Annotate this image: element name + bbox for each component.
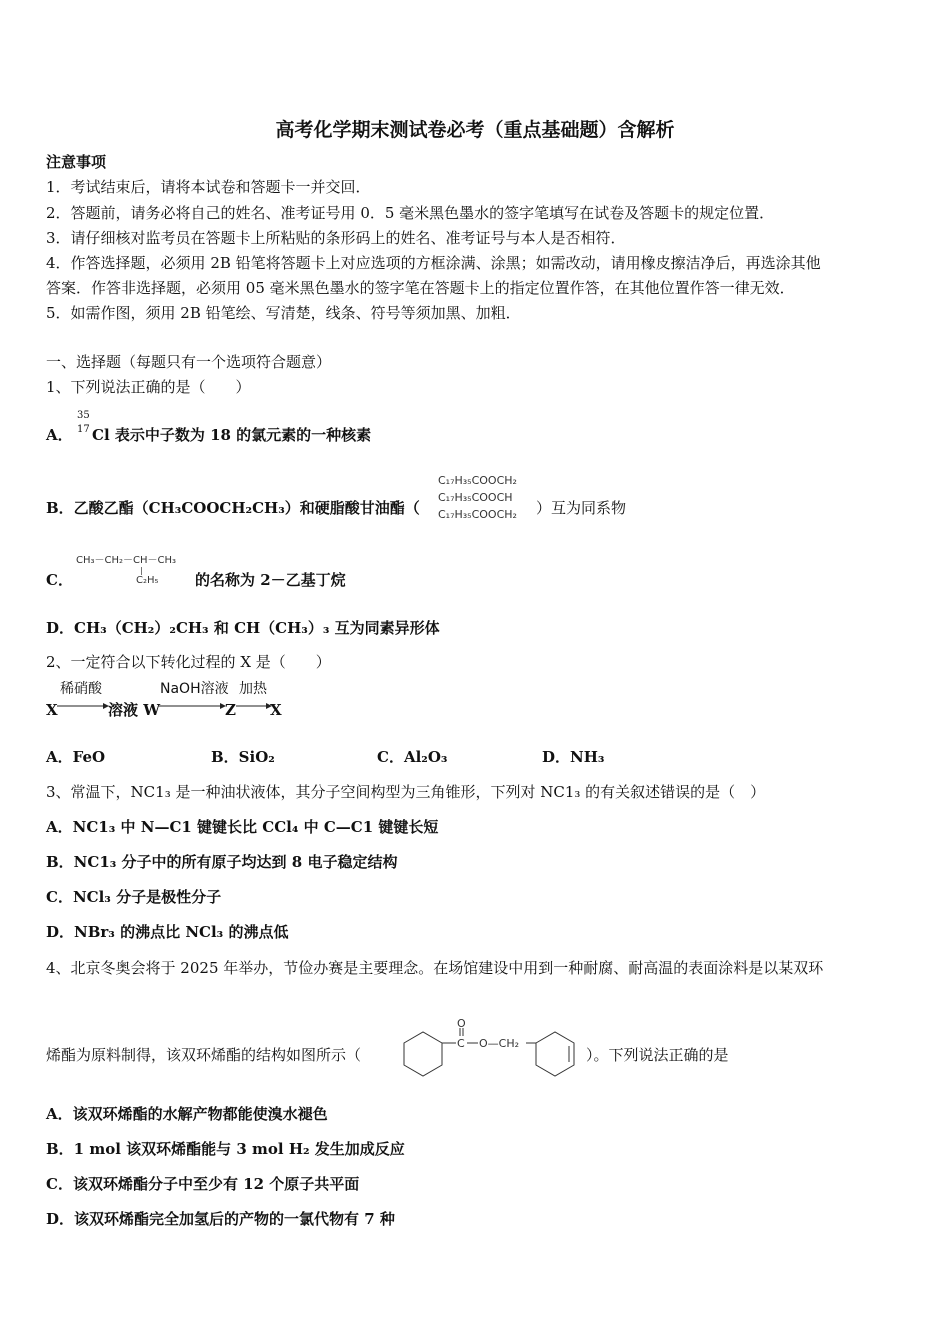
carbonyl-carbon: C (457, 1037, 465, 1050)
page-title: 高考化学期末测试卷必考（重点基础题）含解析 (275, 119, 675, 141)
q4-stem-line2-post: ）。下列说法正确的是 (586, 1046, 729, 1064)
q1-mass-number: 35 (77, 410, 90, 421)
formula-line: C₁₇H₃₅COOCH₂ (438, 508, 517, 521)
q4-option-b: B．1 mol 该双环烯酯能与 3 mol H₂ 发生加成反应 (46, 1140, 405, 1158)
arrow3-label: 加热 (239, 681, 267, 697)
q2-option-b: B．SiO₂ (211, 748, 275, 766)
note-item: 5．如需作图，须用 2B 铅笔绘、写清楚，线条、符号等须加黑、加粗． (46, 304, 521, 322)
q3-option-b: B．NC1₃ 分子中的所有原子均达到 8 电子稳定结构 (46, 853, 398, 871)
notes-heading: 注意事项 (46, 153, 107, 171)
chain-x-end: X (270, 701, 282, 719)
chain-x-start: X (46, 701, 58, 719)
branch-bond: | (140, 566, 143, 575)
q3-stem: 3、常温下，NC1₃ 是一种油状液体，其分子空间构型为三角锥形，下列对 NC1₃ 的有关叙述错误的是（ ） (46, 783, 766, 801)
arrow2 (158, 700, 226, 712)
note-item: 1．考试结束后，请将本试卷和答题卡一并交回． (46, 178, 371, 196)
q3-option-d: D．NBr₃ 的沸点比 NCl₃ 的沸点低 (46, 923, 289, 941)
q2-option-a: A．FeO (46, 748, 106, 766)
q3-option-c: C．NCl₃ 分子是极性分子 (46, 888, 222, 906)
q4-stem-line2-pre: 烯酯为原料制得，该双环烯酯的结构如图所示（ (46, 1046, 362, 1064)
note-item: 4．作答选择题，必须用 2B 铅笔将答题卡上对应选项的方框涂满、涂黑；如需改动，请用橡皮擦洁净后，再选涂其他 (46, 254, 821, 272)
arrow1-label: 稀硝酸 (60, 681, 102, 697)
q2-option-c: C．Al₂O₃ (377, 748, 448, 766)
formula-branch: C₂H₅ (136, 575, 159, 586)
note-item: 答案．作答非选择题，必须用 05 毫米黑色墨水的签字笔在答题卡上的指定位置作答，在其他位置作答一律无效． (46, 279, 795, 297)
formula-line: C₁₇H₃₅COOCH₂ (438, 474, 517, 487)
formula-line: C₁₇H₃₅COOCH (438, 491, 513, 504)
q2-option-d: D．NH₃ (542, 748, 605, 766)
carbonyl-oxygen: O (457, 1017, 466, 1030)
arrow2-label: NaOH溶液 (160, 681, 229, 697)
q1-option-a-label: A． (46, 426, 73, 444)
q2-stem: 2、一定符合以下转化过程的 X 是（ ） (46, 653, 331, 671)
note-item: 3．请仔细核对监考员在答题卡上所粘贴的条形码上的姓名、准考证号与本人是否相符． (46, 229, 626, 247)
q1-option-a-text: Cl 表示中子数为 18 的氯元素的一种核素 (92, 426, 372, 444)
formula-main-chain: CH₃－CH₂－CH－CH₃ (76, 555, 177, 566)
q1-option-b-text: B．乙酸乙酯（CH₃COOCH₂CH₃）和硬脂酸甘油酯（ (46, 499, 420, 517)
stearin-formula (438, 472, 517, 523)
arrow1 (57, 700, 109, 712)
q3-option-a: A．NC1₃ 中 N—C1 键键长比 CCl₄ 中 C—C1 键键长短 (46, 818, 439, 836)
q1-stem: 1、下列说法正确的是（ ） (46, 378, 251, 396)
q1-option-b-tail: ）互为同系物 (536, 499, 627, 517)
q1-option-c-label: C． (46, 571, 73, 589)
q1-option-c-text: 的名称为 2－乙基丁烷 (195, 571, 346, 589)
chain-z: Z (225, 701, 236, 719)
arrow3 (236, 700, 272, 712)
bicyclic-ester-structure (398, 1016, 584, 1082)
q4-stem-line1: 4、北京冬奥会将于 2025 年举办，节俭办赛是主要理念。在场馆建设中用到一种耐腐、耐高温的表面涂料是以某双环 (46, 959, 824, 977)
ester-linkage: O—CH₂ (479, 1037, 520, 1050)
c-alkane-formula (76, 555, 176, 587)
section-heading: 一、选择题（每题只有一个选项符合题意） (46, 353, 332, 371)
q4-option-d: D．该双环烯酯完全加氢后的产物的一氯代物有 7 种 (46, 1210, 395, 1228)
q4-option-c: C．该双环烯酯分子中至少有 12 个原子共平面 (46, 1175, 360, 1193)
q1-atomic-number: 17 (77, 424, 90, 435)
note-item: 2．答题前，请务必将自己的姓名、准考证号用 0．5 毫米黑色墨水的签字笔填写在试卷及答题卡的规定位置． (46, 204, 775, 222)
q4-option-a: A．该双环烯酯的水解产物都能使溴水褪色 (46, 1105, 328, 1123)
q1-option-d-text: D．CH₃（CH₂）₂CH₃ 和 CH（CH₃）₃ 互为同素异形体 (46, 619, 440, 637)
chain-w: 溶液 W (108, 701, 161, 719)
